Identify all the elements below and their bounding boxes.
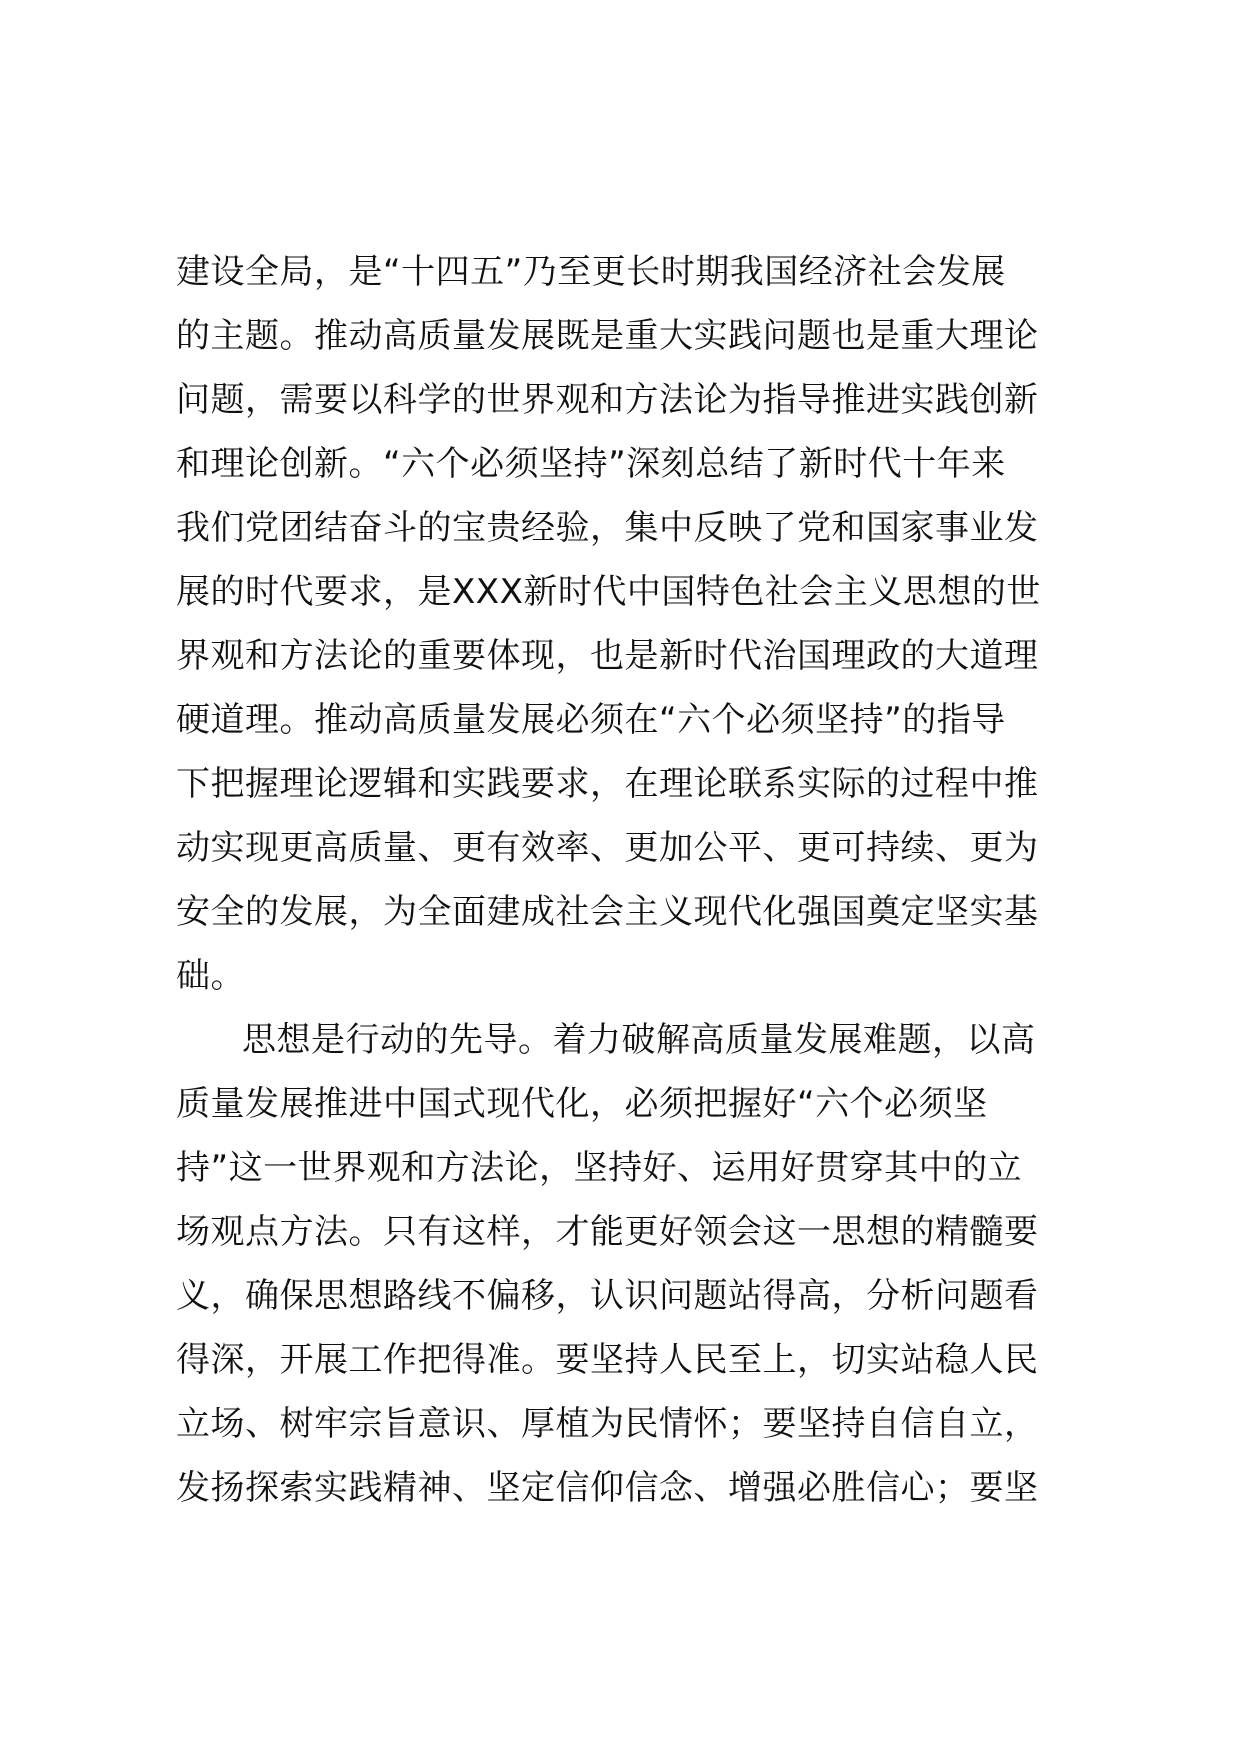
text-line: 的主题。推动高质量发展既是重大实践问题也是重大理论 — [176, 316, 1039, 356]
text-line: 界观和方法论的重要体现，也是新时代治国理政的大道理 — [176, 636, 1039, 676]
text-line: 问题，需要以科学的世界观和方法论为指导推进实践创新 — [176, 380, 1039, 420]
text-line: 持”这一世界观和方法论，坚持好、运用好贯穿其中的立 — [176, 1148, 1023, 1188]
text-line: 安全的发展，为全面建成社会主义现代化强国奠定坚实基 — [176, 892, 1039, 932]
text-line: 建设全局，是“十四五”乃至更长时期我国经济社会发展 — [176, 252, 1006, 292]
text-line: 硬道理。推动高质量发展必须在“六个必须坚持”的指导 — [176, 700, 1006, 740]
paragraph-first-line: 思想是行动的先导。着力破解高质量发展难题，以高 — [242, 1020, 1036, 1060]
text-line: 和理论创新。“六个必须坚持”深刻总结了新时代十年来 — [176, 444, 1006, 484]
text-line: 义，确保思想路线不偏移，认识问题站得高，分析问题看 — [176, 1276, 1039, 1316]
text-line: 下把握理论逻辑和实践要求，在理论联系实际的过程中推 — [176, 764, 1039, 804]
text-line: 展的时代要求，是XXX新时代中国特色社会主义思想的世 — [176, 572, 1041, 612]
text-line: 质量发展推进中国式现代化，必须把握好“六个必须坚 — [176, 1084, 988, 1124]
body-text — [176, 240, 1076, 1520]
text-line: 础。 — [176, 956, 245, 996]
text-line: 得深，开展工作把得准。要坚持人民至上，切实站稳人民 — [176, 1340, 1039, 1380]
text-line: 发扬探索实践精神、坚定信仰信念、增强必胜信心；要坚 — [176, 1468, 1039, 1508]
text-line: 场观点方法。只有这样，才能更好领会这一思想的精髓要 — [176, 1212, 1039, 1252]
text-line: 动实现更高质量、更有效率、更加公平、更可持续、更为 — [176, 828, 1039, 868]
text-line: 立场、树牢宗旨意识、厚植为民情怀；要坚持自信自立， — [176, 1404, 1039, 1444]
text-line: 我们党团结奋斗的宝贵经验，集中反映了党和国家事业发 — [176, 508, 1039, 548]
